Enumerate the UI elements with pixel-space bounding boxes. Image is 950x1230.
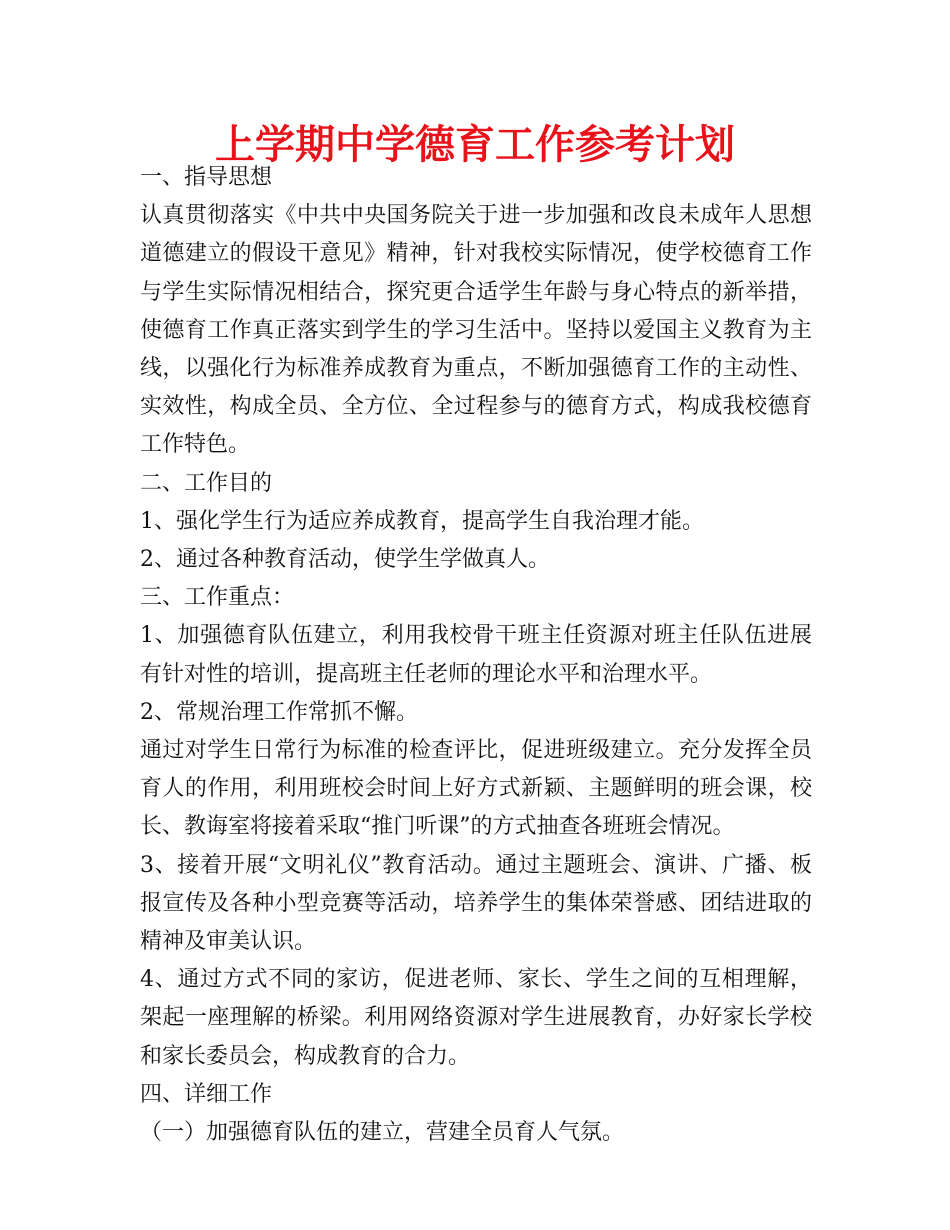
- detailed-work-item-1: （一）加强德育队伍的建立，营建全员育人气氛。: [140, 1120, 625, 1146]
- section-heading-guiding-thought: 一、指导思想: [140, 165, 273, 190]
- paragraph-guiding-thought: 认真贯彻落实《中共中央国务院关于进一步加强和改良未成年人思想道德建立的假设干意见》精神，针对我校实际情况，使学校德育工作与学生实际情况相结合，探究更合适学生年龄与身心特点的新举措，使德育工作真正落实到学生的学习生活中。坚持以爱国主义教育为主线，以强化行为标准养成教育为重点，不断加强德育工作的主动性、实效性，构成全员、全方位、全过程参与的德育方式，构成我校德育工作特色。: [140, 203, 812, 458]
- focus-item-2: 2、常规治理工作常抓不懈。: [140, 699, 418, 725]
- focus-item-4: 4、通过方式不同的家访，促进老师、家长、学生之间的互相理解，架起一座理解的桥梁。利用网络资源对学生进展教育，办好家长学校和家长委员会，构成教育的合力。: [140, 967, 812, 1069]
- goal-item-1: 1、强化学生行为适应养成教育，提高学生自我治理才能。: [140, 508, 704, 534]
- document-title: 上学期中学德育工作参考计划: [215, 122, 735, 168]
- paragraph-routine-management: 通过对学生日常行为标准的检查评比，促进班级建立。充分发挥全员育人的作用，利用班校会时间上好方式新颖、主题鲜明的班会课，校长、教诲室将接着采取“推门听课”的方式抽查各班班会情况。: [140, 738, 812, 840]
- section-heading-work-focus: 三、工作重点：: [140, 585, 295, 611]
- section-heading-work-goals: 二、工作目的: [140, 470, 273, 496]
- document-body: [140, 159, 812, 1152]
- focus-item-3: 3、接着开展“文明礼仪”教育活动。通过主题班会、演讲、广播、板报宣传及各种小型竞赛等活动，培养学生的集体荣誉感、团结进取的精神及审美认识。: [140, 852, 812, 955]
- goal-item-2: 2、通过各种教育活动，使学生学做真人。: [140, 547, 550, 573]
- section-heading-detailed-work: 四、详细工作: [140, 1081, 273, 1107]
- focus-item-1: 1、加强德育队伍建立，利用我校骨干班主任资源对班主任队伍进展有针对性的培训，提高班主任老师的理论水平和治理水平。: [140, 623, 812, 687]
